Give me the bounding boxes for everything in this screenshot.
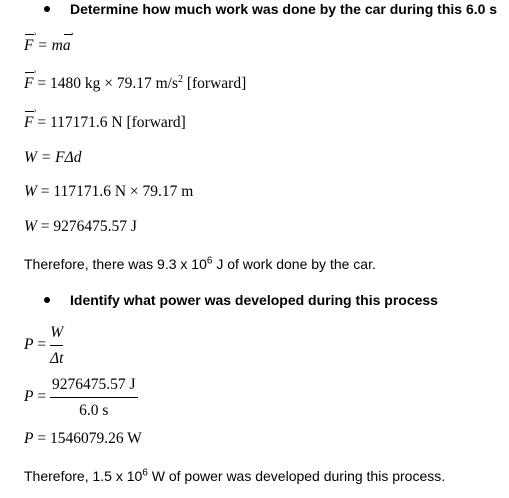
- equation-force-result: [24, 106, 186, 132]
- equation-direction: [forward]: [182, 75, 247, 92]
- fraction-bar: [50, 345, 63, 346]
- equation-text: = 1480 kg × 79.17 m/s: [33, 75, 178, 92]
- fraction-numerator: 9276475.57 J: [52, 376, 136, 393]
- force-vector-symbol: F ›: [24, 29, 37, 54]
- fraction-numerator: W: [50, 324, 64, 341]
- equals-sign: =: [33, 388, 47, 405]
- equation-power-substitution: [24, 388, 46, 406]
- fraction-bar: [50, 397, 138, 398]
- bullet-icon: [44, 6, 50, 12]
- equation-power-result: [24, 430, 142, 448]
- bullet-icon: [44, 297, 50, 303]
- vector-arrow-icon: ›: [33, 29, 37, 38]
- section2-heading-text: Identify what power was developed during this process: [70, 292, 438, 308]
- work-conclusion: [24, 255, 376, 273]
- fraction-work-over-time: [50, 324, 63, 368]
- section1-heading-text: Determine how much work was done by the car during this 6.0 s: [70, 1, 498, 17]
- equation-force-substitution: [24, 67, 247, 93]
- equals-sign: =: [33, 336, 47, 353]
- force-vector-symbol: F ›: [24, 67, 37, 92]
- vector-arrow-icon: ›: [33, 67, 37, 76]
- acceleration-vector-symbol: a ›: [62, 29, 74, 54]
- force-vector-symbol: F ›: [24, 106, 37, 131]
- equation-text: = 9276475.57 J: [36, 218, 137, 235]
- power-symbol: P: [24, 430, 34, 447]
- equation-text: = m: [33, 37, 63, 54]
- conclusion-text: J of work done by the car.: [212, 256, 376, 272]
- vector-arrow-icon: ›: [33, 106, 37, 115]
- section1-heading: [44, 0, 497, 18]
- equation-text: = 1546079.26 W: [33, 430, 142, 447]
- equation-work-definition: [24, 149, 81, 167]
- work-symbol: W: [24, 218, 37, 235]
- fraction-denominator: 6.0 s: [79, 402, 109, 419]
- conclusion-text: Therefore, 1.5 x 10: [24, 468, 143, 484]
- power-symbol: P: [24, 336, 34, 353]
- exponent: 6: [206, 255, 213, 267]
- work-symbol: W: [24, 149, 37, 166]
- conclusion-text: Therefore, there was 9.3 x 10: [24, 256, 207, 272]
- equation-work-substitution: [24, 183, 193, 201]
- equation-text: = 117171.6 N [forward]: [33, 114, 186, 131]
- conclusion-text: W of power was developed during this process.: [147, 468, 446, 484]
- power-symbol: P: [24, 388, 34, 405]
- equation-power-definition: [24, 336, 46, 354]
- fraction-work-value-over-time: [50, 376, 138, 420]
- vector-arrow-icon: ›: [70, 29, 74, 38]
- equation-force-definition: [24, 29, 74, 55]
- power-conclusion: [24, 467, 445, 485]
- work-symbol: W: [24, 183, 37, 200]
- section2-heading: [44, 291, 438, 309]
- equation-text: = 117171.6 N × 79.17 m: [36, 183, 194, 200]
- equation-work-result: [24, 218, 137, 236]
- fraction-denominator: Δt: [50, 350, 64, 367]
- equation-text: = FΔd: [36, 149, 82, 166]
- exponent: 6: [142, 467, 148, 479]
- exponent: 2: [177, 73, 183, 85]
